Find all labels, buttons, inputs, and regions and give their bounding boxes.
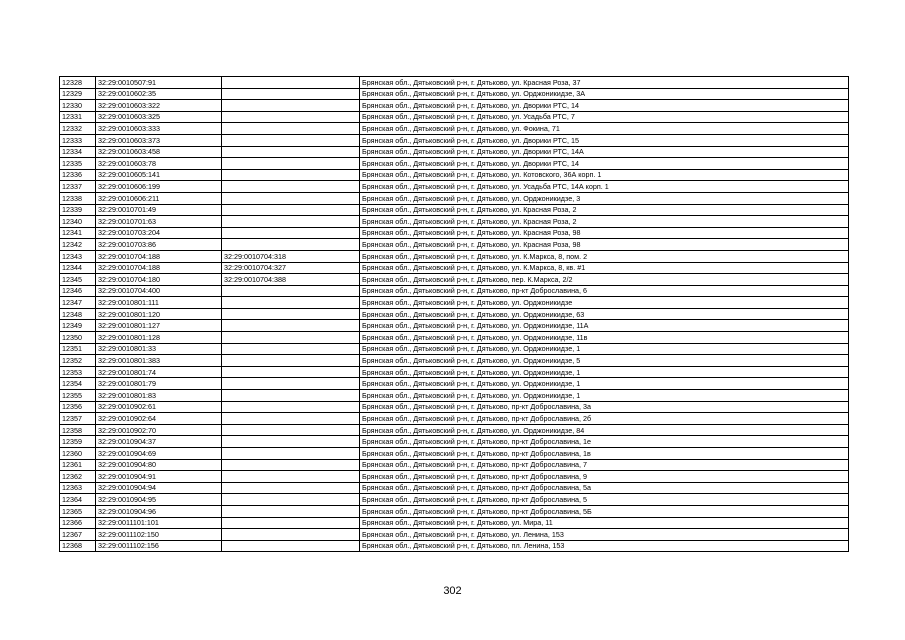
- cadastral-number-cell: 32:29:0010801:111: [96, 297, 222, 309]
- cadastral-number-cell: 32:29:0010703:86: [96, 239, 222, 251]
- table-row: [60, 146, 849, 158]
- table-row: [60, 158, 849, 170]
- address-cell: Брянская обл., Дятьковский р-н, г. Дятьково, пер. К.Маркса, 2/2: [360, 274, 849, 286]
- row-number-cell: 12334: [60, 146, 96, 158]
- table-row: [60, 413, 849, 425]
- cadastral-number-cell: 32:29:0010902:61: [96, 401, 222, 413]
- cadastral-number-cell: 32:29:0010904:91: [96, 471, 222, 483]
- table-row: [60, 88, 849, 100]
- secondary-cadastral-number-cell: [222, 216, 360, 228]
- secondary-cadastral-number-cell: [222, 111, 360, 123]
- cadastral-number-cell: 32:29:0010801:120: [96, 308, 222, 320]
- table-row: [60, 343, 849, 355]
- cadastral-number-cell: 32:29:0010704:188: [96, 262, 222, 274]
- secondary-cadastral-number-cell: [222, 320, 360, 332]
- cadastral-number-cell: 32:29:0010703:204: [96, 227, 222, 239]
- table-row: [60, 494, 849, 506]
- row-number-cell: 12349: [60, 320, 96, 332]
- row-number-cell: 12338: [60, 192, 96, 204]
- table-row: [60, 482, 849, 494]
- row-number-cell: 12363: [60, 482, 96, 494]
- cadastral-number-cell: 32:29:0010704:180: [96, 274, 222, 286]
- cadastral-number-cell: 32:29:0010902:64: [96, 413, 222, 425]
- secondary-cadastral-number-cell: 32:29:0010704:318: [222, 250, 360, 262]
- cadastral-number-cell: 32:29:0010603:322: [96, 100, 222, 112]
- address-cell: Брянская обл., Дятьковский р-н, г. Дятьково, ул. Котовского, 36А корп. 1: [360, 169, 849, 181]
- row-number-cell: 12339: [60, 204, 96, 216]
- cadastral-number-cell: 32:29:0010603:333: [96, 123, 222, 135]
- row-number-cell: 12368: [60, 540, 96, 552]
- row-number-cell: 12347: [60, 297, 96, 309]
- row-number-cell: 12360: [60, 448, 96, 460]
- secondary-cadastral-number-cell: [222, 424, 360, 436]
- table-row: [60, 250, 849, 262]
- row-number-cell: 12332: [60, 123, 96, 135]
- address-cell: Брянская обл., Дятьковский р-н, г. Дятьково, ул. Усадьба РТС, 7: [360, 111, 849, 123]
- row-number-cell: 12335: [60, 158, 96, 170]
- cadastral-number-cell: 32:29:0010904:94: [96, 482, 222, 494]
- cadastral-number-cell: 32:29:0010602:35: [96, 88, 222, 100]
- cadastral-number-cell: 32:29:0010801:127: [96, 320, 222, 332]
- secondary-cadastral-number-cell: [222, 158, 360, 170]
- secondary-cadastral-number-cell: [222, 517, 360, 529]
- row-number-cell: 12346: [60, 285, 96, 297]
- table-row: [60, 239, 849, 251]
- secondary-cadastral-number-cell: [222, 77, 360, 89]
- address-cell: Брянская обл., Дятьковский р-н, г. Дятьково, пл. Ленина, 153: [360, 540, 849, 552]
- cadastral-number-cell: 32:29:0010801:33: [96, 343, 222, 355]
- cadastral-number-cell: 32:29:0010606:199: [96, 181, 222, 193]
- address-cell: Брянская обл., Дятьковский р-н, г. Дятьково, пр-кт Доброславина, 2б: [360, 413, 849, 425]
- cadastral-number-cell: 32:29:0010605:141: [96, 169, 222, 181]
- row-number-cell: 12336: [60, 169, 96, 181]
- address-cell: Брянская обл., Дятьковский р-н, г. Дятьково, ул. Ленина, 153: [360, 529, 849, 541]
- cadastral-number-cell: 32:29:0010801:383: [96, 355, 222, 367]
- cadastral-number-cell: 32:29:0010801:128: [96, 332, 222, 344]
- table-row: [60, 471, 849, 483]
- table-row: [60, 517, 849, 529]
- row-number-cell: 12357: [60, 413, 96, 425]
- address-cell: Брянская обл., Дятьковский р-н, г. Дятьково, ул. Дворики РТС, 15: [360, 134, 849, 146]
- table-row: [60, 227, 849, 239]
- table-row: [60, 308, 849, 320]
- row-number-cell: 12350: [60, 332, 96, 344]
- row-number-cell: 12330: [60, 100, 96, 112]
- secondary-cadastral-number-cell: [222, 308, 360, 320]
- cadastral-number-cell: 32:29:0010904:80: [96, 459, 222, 471]
- secondary-cadastral-number-cell: [222, 181, 360, 193]
- registry-table: [59, 76, 849, 552]
- row-number-cell: 12328: [60, 77, 96, 89]
- row-number-cell: 12353: [60, 366, 96, 378]
- address-cell: Брянская обл., Дятьковский р-н, г. Дятьково, пр-кт Доброславина, 1е: [360, 436, 849, 448]
- table-row: [60, 529, 849, 541]
- secondary-cadastral-number-cell: [222, 459, 360, 471]
- secondary-cadastral-number-cell: [222, 227, 360, 239]
- table-row: [60, 390, 849, 402]
- cadastral-number-cell: 32:29:0010603:373: [96, 134, 222, 146]
- cadastral-number-cell: 32:29:0010701:49: [96, 204, 222, 216]
- cadastral-number-cell: 32:29:0011102:156: [96, 540, 222, 552]
- secondary-cadastral-number-cell: [222, 134, 360, 146]
- row-number-cell: 12359: [60, 436, 96, 448]
- row-number-cell: 12344: [60, 262, 96, 274]
- address-cell: Брянская обл., Дятьковский р-н, г. Дятьково, ул. Дворики РТС, 14А: [360, 146, 849, 158]
- address-cell: Брянская обл., Дятьковский р-н, г. Дятьково, пр-кт Доброславина, 6: [360, 285, 849, 297]
- address-cell: Брянская обл., Дятьковский р-н, г. Дятьково, ул. Орджоникидзе, 11А: [360, 320, 849, 332]
- secondary-cadastral-number-cell: [222, 494, 360, 506]
- cadastral-number-cell: 32:29:0010801:79: [96, 378, 222, 390]
- row-number-cell: 12365: [60, 505, 96, 517]
- row-number-cell: 12331: [60, 111, 96, 123]
- secondary-cadastral-number-cell: [222, 146, 360, 158]
- secondary-cadastral-number-cell: [222, 505, 360, 517]
- address-cell: Брянская обл., Дятьковский р-н, г. Дятьково, ул. Красная Роза, 2: [360, 204, 849, 216]
- secondary-cadastral-number-cell: [222, 390, 360, 402]
- address-cell: Брянская обл., Дятьковский р-н, г. Дятьково, ул. К.Маркса, 8, пом. 2: [360, 250, 849, 262]
- cadastral-number-cell: 32:29:0010603:325: [96, 111, 222, 123]
- secondary-cadastral-number-cell: [222, 436, 360, 448]
- secondary-cadastral-number-cell: [222, 297, 360, 309]
- address-cell: Брянская обл., Дятьковский р-н, г. Дятьково, ул. Орджоникидзе, 1: [360, 378, 849, 390]
- table-row: [60, 378, 849, 390]
- secondary-cadastral-number-cell: [222, 366, 360, 378]
- table-row: [60, 448, 849, 460]
- address-cell: Брянская обл., Дятьковский р-н, г. Дятьково, ул. Красная Роза, 98: [360, 239, 849, 251]
- row-number-cell: 12352: [60, 355, 96, 367]
- secondary-cadastral-number-cell: [222, 355, 360, 367]
- table-row: [60, 424, 849, 436]
- table-row: [60, 355, 849, 367]
- row-number-cell: 12341: [60, 227, 96, 239]
- address-cell: Брянская обл., Дятьковский р-н, г. Дятьково, ул. Орджоникидзе, 1: [360, 343, 849, 355]
- row-number-cell: 12364: [60, 494, 96, 506]
- table-row: [60, 320, 849, 332]
- cadastral-number-cell: 32:29:0010603:78: [96, 158, 222, 170]
- secondary-cadastral-number-cell: [222, 100, 360, 112]
- cadastral-number-cell: 32:29:0010904:96: [96, 505, 222, 517]
- table-row: [60, 459, 849, 471]
- cadastral-number-cell: 32:29:0010904:69: [96, 448, 222, 460]
- secondary-cadastral-number-cell: [222, 448, 360, 460]
- table-row: [60, 204, 849, 216]
- table-row: [60, 181, 849, 193]
- table-row: [60, 285, 849, 297]
- table-row: [60, 540, 849, 552]
- secondary-cadastral-number-cell: [222, 413, 360, 425]
- table-row: [60, 216, 849, 228]
- secondary-cadastral-number-cell: 32:29:0010704:388: [222, 274, 360, 286]
- row-number-cell: 12348: [60, 308, 96, 320]
- address-cell: Брянская обл., Дятьковский р-н, г. Дятьково, пр-кт Доброславина, 5Б: [360, 505, 849, 517]
- secondary-cadastral-number-cell: [222, 123, 360, 135]
- secondary-cadastral-number-cell: [222, 540, 360, 552]
- secondary-cadastral-number-cell: [222, 285, 360, 297]
- address-cell: Брянская обл., Дятьковский р-н, г. Дятьково, ул. Красная Роза, 2: [360, 216, 849, 228]
- registry-table-body: [60, 77, 849, 552]
- address-cell: Брянская обл., Дятьковский р-н, г. Дятьково, ул. Красная Роза, 98: [360, 227, 849, 239]
- table-row: [60, 123, 849, 135]
- secondary-cadastral-number-cell: [222, 332, 360, 344]
- row-number-cell: 12351: [60, 343, 96, 355]
- secondary-cadastral-number-cell: [222, 204, 360, 216]
- secondary-cadastral-number-cell: [222, 192, 360, 204]
- table-row: [60, 436, 849, 448]
- table-row: [60, 192, 849, 204]
- secondary-cadastral-number-cell: [222, 378, 360, 390]
- row-number-cell: 12333: [60, 134, 96, 146]
- secondary-cadastral-number-cell: [222, 343, 360, 355]
- cadastral-number-cell: 32:29:0010704:188: [96, 250, 222, 262]
- cadastral-number-cell: 32:29:0010801:74: [96, 366, 222, 378]
- cadastral-number-cell: 32:29:0010507:91: [96, 77, 222, 89]
- table-row: [60, 111, 849, 123]
- row-number-cell: 12358: [60, 424, 96, 436]
- row-number-cell: 12342: [60, 239, 96, 251]
- address-cell: Брянская обл., Дятьковский р-н, г. Дятьково, пр-кт Доброславина, 7: [360, 459, 849, 471]
- address-cell: Брянская обл., Дятьковский р-н, г. Дятьково, пр-кт Доброславина, 9: [360, 471, 849, 483]
- address-cell: Брянская обл., Дятьковский р-н, г. Дятьково, ул. Орджоникидзе: [360, 297, 849, 309]
- secondary-cadastral-number-cell: [222, 401, 360, 413]
- secondary-cadastral-number-cell: [222, 471, 360, 483]
- address-cell: Брянская обл., Дятьковский р-н, г. Дятьково, ул. Фокина, 71: [360, 123, 849, 135]
- page-number: 302: [443, 585, 462, 597]
- table-row: [60, 134, 849, 146]
- address-cell: Брянская обл., Дятьковский р-н, г. Дятьково, пр-кт Доброславина, 5а: [360, 482, 849, 494]
- table-row: [60, 100, 849, 112]
- secondary-cadastral-number-cell: [222, 169, 360, 181]
- secondary-cadastral-number-cell: 32:29:0010704:327: [222, 262, 360, 274]
- table-row: [60, 169, 849, 181]
- address-cell: Брянская обл., Дятьковский р-н, г. Дятьково, ул. Дворики РТС, 14: [360, 158, 849, 170]
- address-cell: Брянская обл., Дятьковский р-н, г. Дятьково, ул. Орджоникидзе, 1: [360, 390, 849, 402]
- address-cell: Брянская обл., Дятьковский р-н, г. Дятьково, ул. Орджоникидзе, 84: [360, 424, 849, 436]
- row-number-cell: 12354: [60, 378, 96, 390]
- address-cell: Брянская обл., Дятьковский р-н, г. Дятьково, ул. Орджоникидзе, 1: [360, 366, 849, 378]
- row-number-cell: 12355: [60, 390, 96, 402]
- table-row: [60, 297, 849, 309]
- address-cell: Брянская обл., Дятьковский р-н, г. Дятьково, пр-кт Доброславина, 5: [360, 494, 849, 506]
- address-cell: Брянская обл., Дятьковский р-н, г. Дятьково, ул. Усадьба РТС, 14А корп. 1: [360, 181, 849, 193]
- address-cell: Брянская обл., Дятьковский р-н, г. Дятьково, ул. Дворики РТС, 14: [360, 100, 849, 112]
- table-row: [60, 401, 849, 413]
- row-number-cell: 12343: [60, 250, 96, 262]
- secondary-cadastral-number-cell: [222, 239, 360, 251]
- row-number-cell: 12356: [60, 401, 96, 413]
- cadastral-number-cell: 32:29:0010704:400: [96, 285, 222, 297]
- address-cell: Брянская обл., Дятьковский р-н, г. Дятьково, ул. Орджоникидзе, 3: [360, 192, 849, 204]
- address-cell: Брянская обл., Дятьковский р-н, г. Дятьково, ул. К.Маркса, 8, кв. #1: [360, 262, 849, 274]
- address-cell: Брянская обл., Дятьковский р-н, г. Дятьково, ул. Орджоникидзе, 3А: [360, 88, 849, 100]
- row-number-cell: 12362: [60, 471, 96, 483]
- table-row: [60, 332, 849, 344]
- row-number-cell: 12361: [60, 459, 96, 471]
- row-number-cell: 12329: [60, 88, 96, 100]
- cadastral-number-cell: 32:29:0010801:83: [96, 390, 222, 402]
- address-cell: Брянская обл., Дятьковский р-н, г. Дятьково, ул. Орджоникидзе, 5: [360, 355, 849, 367]
- table-row: [60, 77, 849, 89]
- cadastral-number-cell: 32:29:0010904:37: [96, 436, 222, 448]
- secondary-cadastral-number-cell: [222, 88, 360, 100]
- cadastral-number-cell: 32:29:0011101:101: [96, 517, 222, 529]
- secondary-cadastral-number-cell: [222, 529, 360, 541]
- secondary-cadastral-number-cell: [222, 482, 360, 494]
- table-row: [60, 505, 849, 517]
- address-cell: Брянская обл., Дятьковский р-н, г. Дятьково, ул. Мира, 11: [360, 517, 849, 529]
- row-number-cell: 12337: [60, 181, 96, 193]
- row-number-cell: 12366: [60, 517, 96, 529]
- cadastral-number-cell: 32:29:0010701:63: [96, 216, 222, 228]
- table-row: [60, 262, 849, 274]
- address-cell: Брянская обл., Дятьковский р-н, г. Дятьково, ул. Орджоникидзе, 11в: [360, 332, 849, 344]
- table-row: [60, 274, 849, 286]
- address-cell: Брянская обл., Дятьковский р-н, г. Дятьково, ул. Орджоникидзе, 63: [360, 308, 849, 320]
- cadastral-number-cell: 32:29:0010606:211: [96, 192, 222, 204]
- cadastral-number-cell: 32:29:0011102:150: [96, 529, 222, 541]
- table-row: [60, 366, 849, 378]
- address-cell: Брянская обл., Дятьковский р-н, г. Дятьково, ул. Красная Роза, 37: [360, 77, 849, 89]
- row-number-cell: 12345: [60, 274, 96, 286]
- address-cell: Брянская обл., Дятьковский р-н, г. Дятьково, пр-кт Доброславина, 1в: [360, 448, 849, 460]
- row-number-cell: 12367: [60, 529, 96, 541]
- cadastral-number-cell: 32:29:0010904:95: [96, 494, 222, 506]
- cadastral-number-cell: 32:29:0010603:458: [96, 146, 222, 158]
- cadastral-number-cell: 32:29:0010902:70: [96, 424, 222, 436]
- address-cell: Брянская обл., Дятьковский р-н, г. Дятьково, пр-кт Доброславина, 3а: [360, 401, 849, 413]
- row-number-cell: 12340: [60, 216, 96, 228]
